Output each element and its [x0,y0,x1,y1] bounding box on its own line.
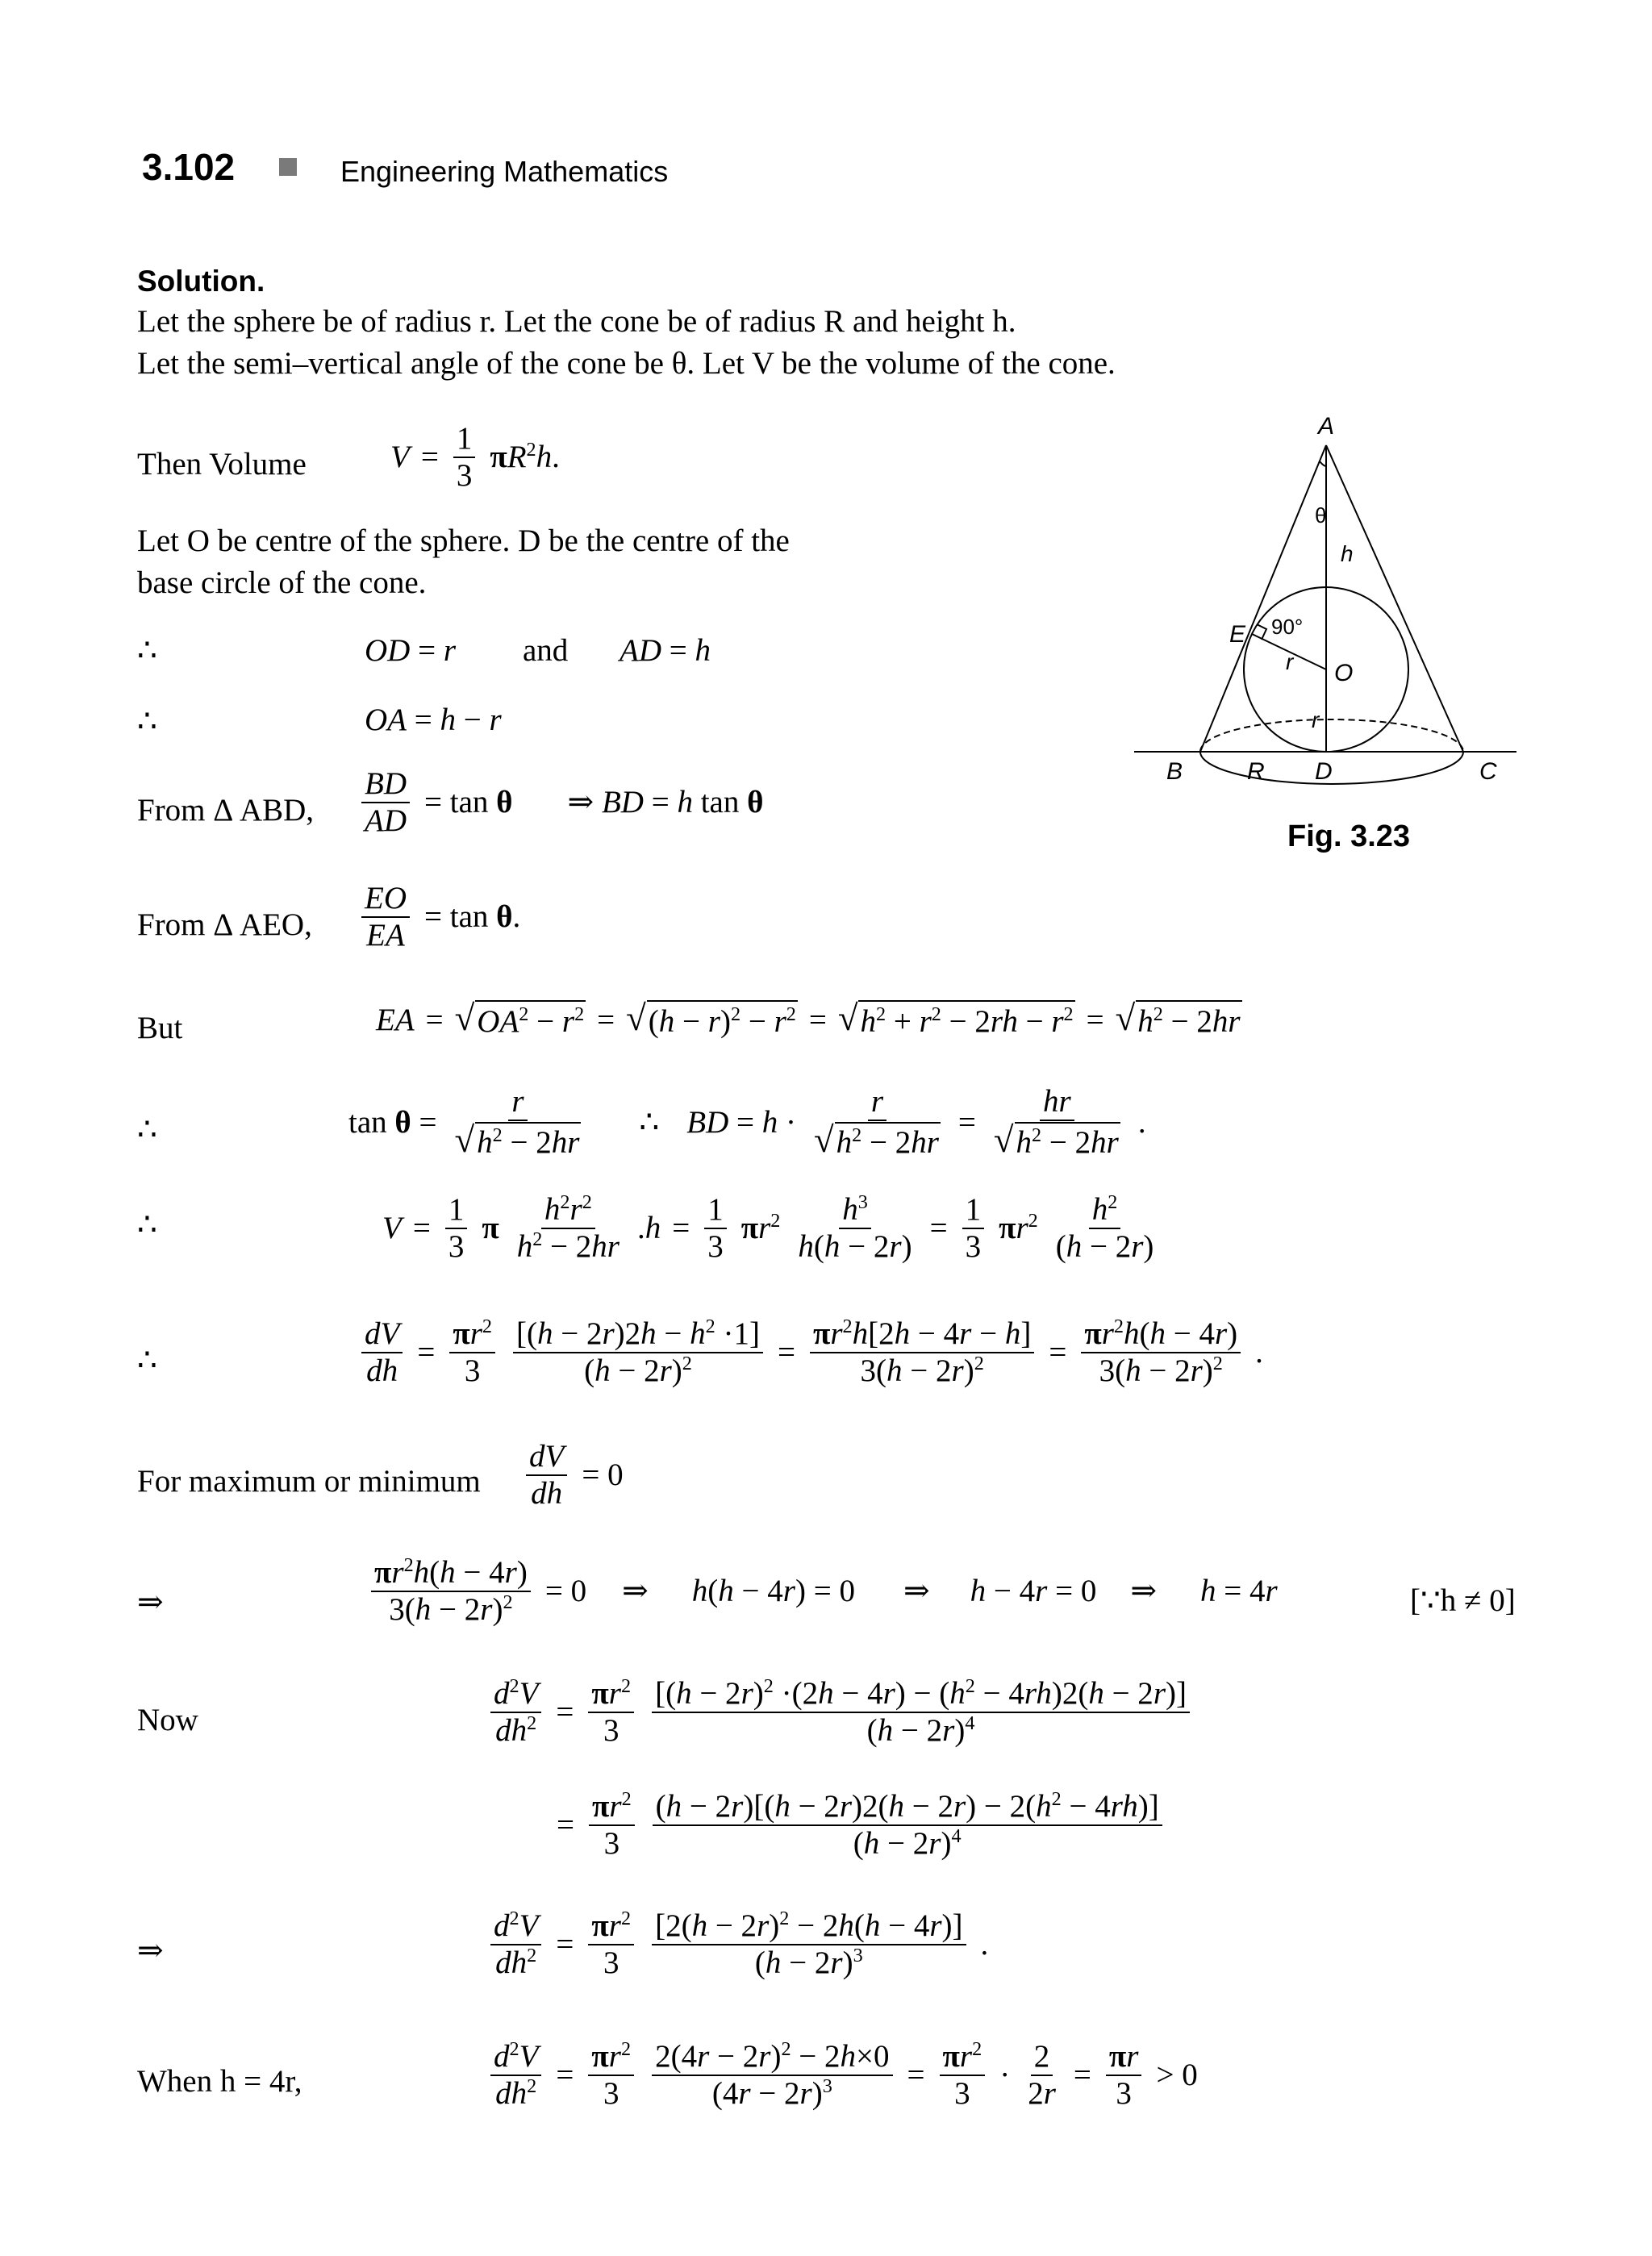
h-nonzero-note: [∵h ≠ 0] [1410,1583,1516,1618]
od-equation: OD = r [365,633,457,668]
therefore-symbol: ∴ [137,1207,157,1242]
label-a: A [1318,413,1335,440]
for-max-min-label: For maximum or minimum [137,1464,481,1499]
second-derivative-3: $\frac{d^2V}{dh^2}$ = $\frac{\pi r^2}{3}$ $\frac{[2(h - 2r)^2 - 2h(h - 4r)]}{(h - 2r)^3}$ . [487,1908,988,1980]
label-90: 90° [1271,615,1304,639]
eo-equation: $\frac{EO}{EA}$ = tan θ. [358,881,520,953]
let-o-line-1: Let O be centre of the sphere. D be the centre of the [137,523,790,558]
therefore-symbol: ∴ [137,1112,157,1147]
ea-equation: EA = √ $OA^2 - r^2$ = √ $(h - r)^2 - r^2$ = √ $h^2 + r^2 - 2rh - r^2$ = √ $h^2 - 2hr$ [376,998,1241,1039]
label-r-bottom: r [1312,707,1320,732]
second-derivative-2: = $\frac{\pi r^2}{3}$ $\frac{(h - 2r)[(h - 2r)2(h - 2r) - 2(h^2 - 4rh)]}{(h - 2r)^4}$ [557,1789,1166,1861]
cone-sphere-figure [1129,403,1549,807]
dv-dh-equation: $\frac{dV}{dh}$ = $\frac{\pi r^2}{3}$ $\frac{[(h - 2r)2h - h^2 \cdot 1]}{(h - 2r)^2}$ = $\frac{\pi r^2h[2h - 4r - h]}{3(h - 2r)^2}$ = $\frac{\pi r^2h(h - 4r)}{3(h - 2r)^2}$ . [358,1316,1263,1388]
label-c: C [1479,758,1497,785]
therefore-symbol: ∴ [137,1343,157,1378]
and-word: and [523,633,569,668]
second-derivative-at-4r: $\frac{d^2V}{dh^2}$ = $\frac{\pi r^2}{3}$ $\frac{2(4r - 2r)^2 - 2h\times 0}{(4r - 2r)^3}$ = $\frac{\pi r^2}{3}$ · $\frac{2}{2r}$ = $\frac{\pi r}{3}$ > 0 [487,2039,1198,2111]
tan-theta-equation: tan θ = r √ $h^2 - 2hr$ ∴ BD = h · r √ $h^2 - 2hr$ = hr √ $h^2 - 2hr$ . [348,1084,1146,1160]
therefore-symbol: ∴ [137,704,157,739]
label-h: h [1341,541,1354,566]
page-number: 3.102 [142,146,236,188]
from-abd-label: From Δ ABD, [137,793,315,828]
header-square-icon [279,158,297,176]
label-e: E [1229,621,1246,648]
oa-equation: OA = h − r [365,703,502,737]
implies-symbol: ⇒ [137,1933,164,1968]
bd-equation: $\frac{BD}{AD}$ = tan θ ⇒ BD = h tan θ [358,766,763,838]
from-aeo-label: From Δ AEO, [137,907,312,942]
critical-point-equation: $\frac{\pi r^2h(h - 4r)}{3(h - 2r)^2}$ = 0 ⇒ h(h − 4r) = 0 ⇒ h − 4r = 0 ⇒ h = 4r [368,1555,1278,1627]
book-title: Engineering Mathematics [340,155,669,188]
solution-line-2: Let the semi–vertical angle of the cone be θ. Let V be the volume of the cone. [137,346,1116,381]
label-r-capital: R [1247,758,1265,785]
label-b: B [1166,758,1183,785]
label-theta: θ [1315,503,1327,528]
theta-arc [1320,461,1326,466]
let-o-line-2: base circle of the cone. [137,565,427,600]
cone-side-ab [1200,445,1326,752]
but-word: But [137,1011,183,1045]
now-word: Now [137,1703,198,1737]
second-derivative-1: $\frac{d^2V}{dh^2}$ = $\frac{\pi r^2}{3}$ $\frac{[(h - 2r)^2 \cdot(2h - 4r) - (h^2 - 4rh)2(h - 2r)]}{(h - 2r)^4}$ [487,1676,1193,1748]
label-o: O [1334,660,1354,686]
solution-line-1: Let the sphere be of radius r. Let the cone be of radius R and height h. [137,304,1016,339]
volume-formula: V = $\frac{1}{3}$ $\pi R^2h$. [390,421,560,493]
volume-substitution: V = $\frac{1}{3}$ π $\frac{h^2r^2}{h^2 - 2hr}$ .h = $\frac{1}{3}$ $\pi r^2$ $\frac{h^3}{h(h - 2r)}$ = $\frac{1}{3}$ $\pi r^2$ $\frac{h^2}{(h - 2r)}$ [382,1191,1154,1264]
base-ellipse-back [1200,719,1463,752]
when-h-label: When h = 4r, [137,2064,302,2099]
label-d: D [1315,758,1333,785]
figure-caption: Fig. 3.23 [1287,819,1411,853]
then-volume-label: Then Volume [137,447,307,482]
implies-symbol: ⇒ [137,1585,164,1620]
solution-heading: Solution. [137,265,265,298]
ad-equation: AD = h [620,633,711,668]
label-r-top: r [1286,649,1294,674]
therefore-symbol: ∴ [137,633,157,668]
cone-side-ac [1326,445,1463,752]
stationary-condition: $\frac{dV}{dh}$ = 0 [523,1439,624,1511]
